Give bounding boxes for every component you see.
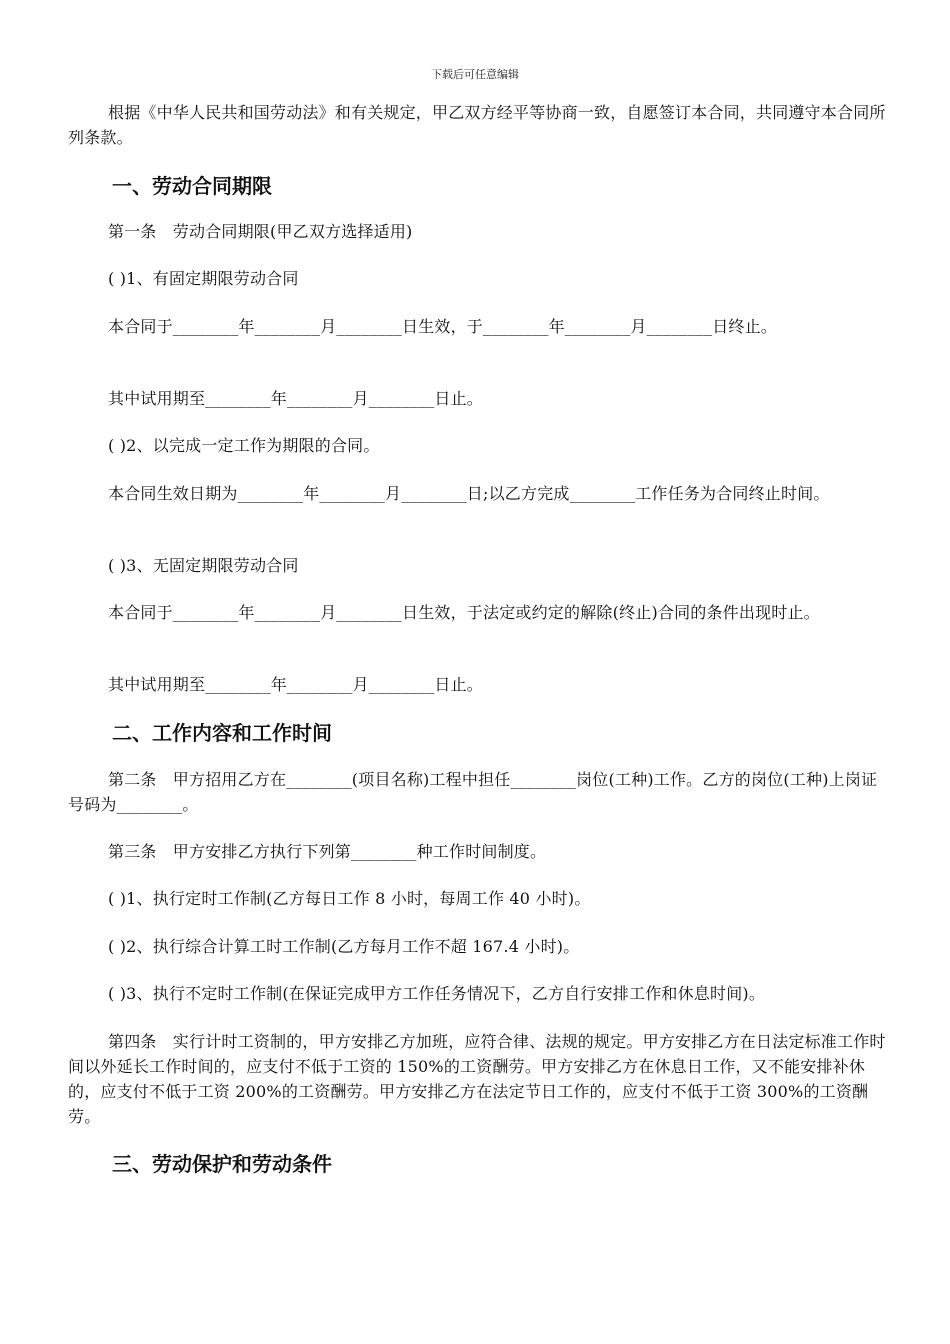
page-header-note: 下载后可任意编辑 (431, 68, 519, 81)
option1-term-text: 本合同于________年________月________日生效，于________年________月________日终止。 (108, 317, 778, 336)
option3-trial-text: 其中试用期至________年________月________日止。 (108, 675, 484, 694)
option1-trial-text: 其中试用期至________年________月________日止。 (108, 389, 484, 408)
option2-term-text: 本合同生效日期为________年________月________日;以乙方完成________工作任务为合同终止时间。 (108, 484, 830, 503)
article2: 第二条 甲方招用乙方在________(项目名称)工程中担任________岗位(工种)工作。乙方的岗位(工种)上岗证号码为________。 (68, 770, 878, 814)
section3-title: 三、劳动保护和劳动条件 (112, 1152, 332, 1176)
article3: 第三条 甲方安排乙方执行下列第________种工作时间制度。 (108, 842, 547, 861)
section2-title: 二、工作内容和工作时间 (112, 721, 332, 745)
intro-paragraph: 根据《中华人民共和国劳动法》和有关规定，甲乙双方经平等协商一致，自愿签订本合同，共同遵守本合同所列条款。 (68, 103, 886, 147)
option2-task-term: ( )2、以完成一定工作为期限的合同。 (108, 436, 380, 455)
option3-open-term: ( )3、无固定期限劳动合同 (108, 556, 299, 575)
article1: 第一条 劳动合同期限(甲乙双方选择适用) (108, 222, 413, 241)
work-system-2: ( )2、执行综合计算工时工作制(乙方每月工作不超 167.4 小时)。 (108, 937, 580, 956)
option3-term-text: 本合同于________年________月________日生效，于法定或约定的解除(终止)合同的条件出现时止。 (108, 603, 820, 622)
work-system-1: ( )1、执行定时工作制(乙方每日工作 8 小时，每周工作 40 小时)。 (108, 889, 591, 908)
section1-title: 一、劳动合同期限 (112, 174, 272, 198)
work-system-3: ( )3、执行不定时工作制(在保证完成甲方工作任务情况下，乙方自行安排工作和休息时间)。 (108, 984, 766, 1003)
article4: 第四条 实行计时工资制的，甲方安排乙方加班，应符合律、法规的规定。甲方安排乙方在日法定标准工作时间以外延长工作时间的，应支付不低于工资的 150%的工资酬劳。甲方安排乙方在休息日工作，又不能安排补休的，应支付不低于工资 200%的工资酬劳。甲方安排乙方在法定节日工作的，应支付不低于工资 300%的工资酬劳。 (68, 1032, 886, 1126)
option1-fixed-term: ( )1、有固定期限劳动合同 (108, 269, 299, 288)
